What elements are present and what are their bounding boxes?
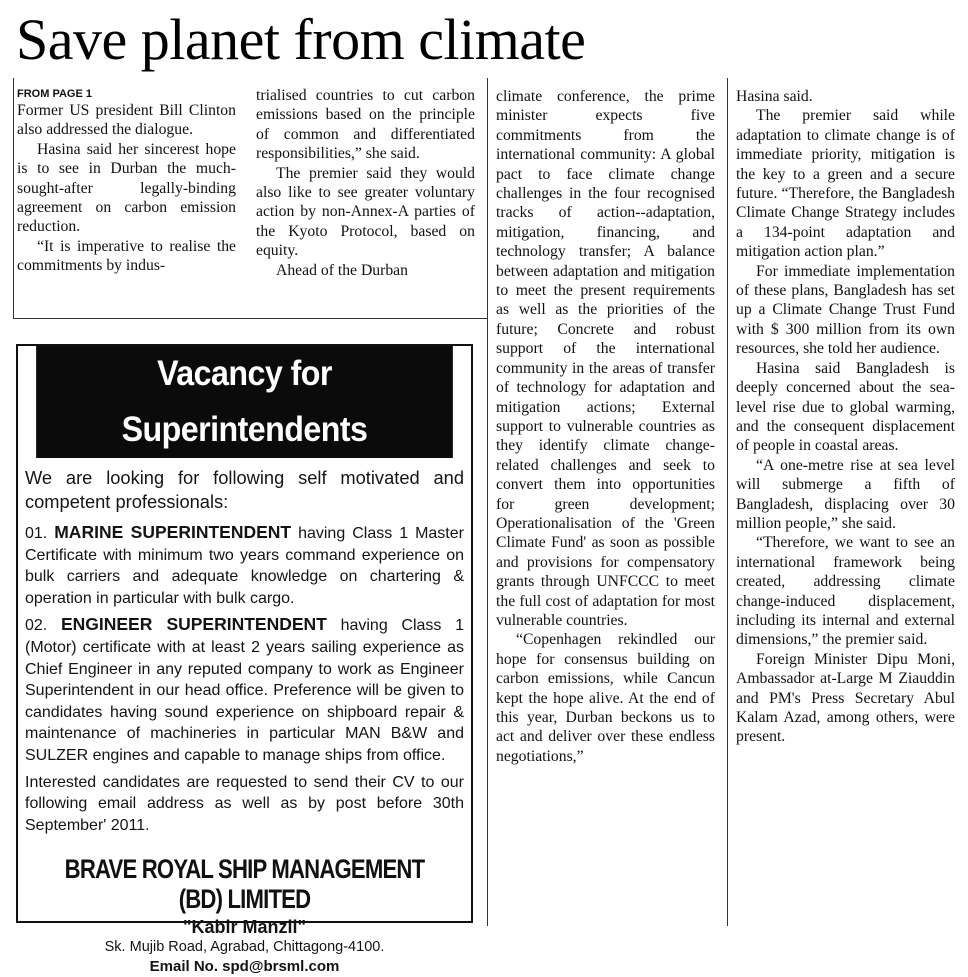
ad-title: Vacancy for Superintendents	[36, 346, 453, 458]
company-name: BRAVE ROYAL SHIP MANAGEMENT (BD) LIMITED	[64, 854, 425, 915]
article-column-3	[496, 87, 715, 766]
paragraph: Hasina said Bangladesh is deeply concerned about the sea-level rise due to global warming, and the consequent displacement of people in coastal areas.	[736, 359, 955, 455]
position-number: 01.	[25, 525, 48, 542]
paragraph: For immediate implementation of these plans, Bangladesh has set up a Climate Change Trust Fund with $ 300 million from its own resources, she told her audience.	[736, 262, 955, 358]
position-number: 02.	[25, 617, 48, 635]
paragraph: Hasina said her sincerest hope is to see in Durban the much-sought-after legally-binding agreement on carbon emission reduction.	[17, 140, 236, 236]
paragraph: The premier said they would also like to see greater voluntary action by non-Annex-A parties of the Kyoto Protocol, based on equity.	[256, 164, 475, 260]
paragraph: “A one-metre rise at sea level will submerge a fifth of Bangladesh, displacing over 30 million people,” she said.	[736, 456, 955, 532]
position-text: having Class 1 Master Certificate with minimum two years command experience on bulk carriers and adequate knowledge on chartering & operation in particular with bulk cargo.	[25, 525, 464, 607]
column-rule	[13, 78, 14, 318]
column-rule	[727, 78, 728, 926]
position-text: having Class 1 (Motor) certificate with at least 2 years sailing experience as Chief Engineer in any reputed company to work as Engineer Superintendent in our head office. Preference will be given to candidates having sound experience on shipboard repair & maintenance of machineries in particular MAN B&W and SULZER engines and capable to manage ships from office.	[25, 617, 464, 764]
paragraph: Ahead of the Durban	[276, 261, 408, 279]
paragraph: Former US president Bill Clinton also addressed the dialogue.	[17, 102, 236, 139]
headline: Save planet from climate	[16, 7, 586, 72]
ad-intro: We are looking for following self motivated and competent professionals:	[25, 467, 464, 512]
address-name: "Kabir Manzil"	[182, 917, 307, 938]
kicker: FROM PAGE 1	[17, 88, 92, 100]
apply-instructions: Interested candidates are requested to send their CV to our following email address as well as by post before 30th September' 2011.	[25, 773, 464, 834]
position-engineer	[25, 614, 464, 766]
email-address: Email No. spd@brsml.com	[149, 958, 340, 976]
position-marine	[25, 522, 464, 609]
paragraph: trialised countries to cut carbon emissions based on the principle of common and differentiated responsibilities,” she said.	[256, 87, 475, 163]
column-rule	[13, 318, 487, 319]
position-title: MARINE SUPERINTENDENT	[54, 522, 292, 542]
article-column-2	[256, 86, 475, 280]
paragraph: The premier said while adaptation to climate change is of immediate priority, mitigation is the key to a green and a secure future. “Therefore, the Bangladesh Climate Change Strategy includes a 134-point adaptation and mitigation action plan.”	[736, 107, 955, 261]
position-title: ENGINEER SUPERINTENDENT	[60, 614, 327, 635]
paragraph: “Therefore, we want to see an international framework being created, addressing climate change-induced displacement, including its internal and external dimensions,” the premier said.	[736, 534, 955, 649]
paragraph: “Copenhagen rekindled our hope for consensus building on carbon emissions, while Cancun kept the hope alive. At the end of this year, Durban beckons us to act and deliver over these endless negotiations,”	[496, 631, 715, 765]
paragraph: climate conference, the prime minister expects five commitments from the international community: A global pact to face climate change challenges in the four recognised tracks of action--adaptation, mitigation, financing, and technology transfer; A balance between adaptation and mitigation to meet the present requirements as well as the priorities of the future; Concrete and robust support of the international community in the areas of transfer of technology for adaptation and mitigation actions; External support to vulnerable countries as they identify climate change-related challenges and seek to convert them into opportunities for green development; Operationalisation of the 'Green Climate Fund' as soon as possible and provisions for compensatory grants through UNFCCC to meet the full cost of adaptation for most vulnerable countries.	[496, 88, 715, 629]
paragraph: Foreign Minister Dipu Moni, Ambassador at-Large M Ziauddin and PM's Press Secretary Abul Kalam Azad, among others, were present.	[736, 650, 955, 746]
paragraph: Hasina said.	[736, 88, 813, 105]
article-column-1	[17, 86, 236, 276]
ad-body	[18, 458, 471, 977]
article-column-4	[736, 87, 955, 747]
address-line: Sk. Mujib Road, Agrabad, Chittagong-4100.	[104, 939, 385, 956]
column-rule	[487, 78, 488, 926]
vacancy-advertisement	[16, 344, 473, 976]
paragraph: “It is imperative to realise the commitments by indus-	[17, 237, 236, 275]
